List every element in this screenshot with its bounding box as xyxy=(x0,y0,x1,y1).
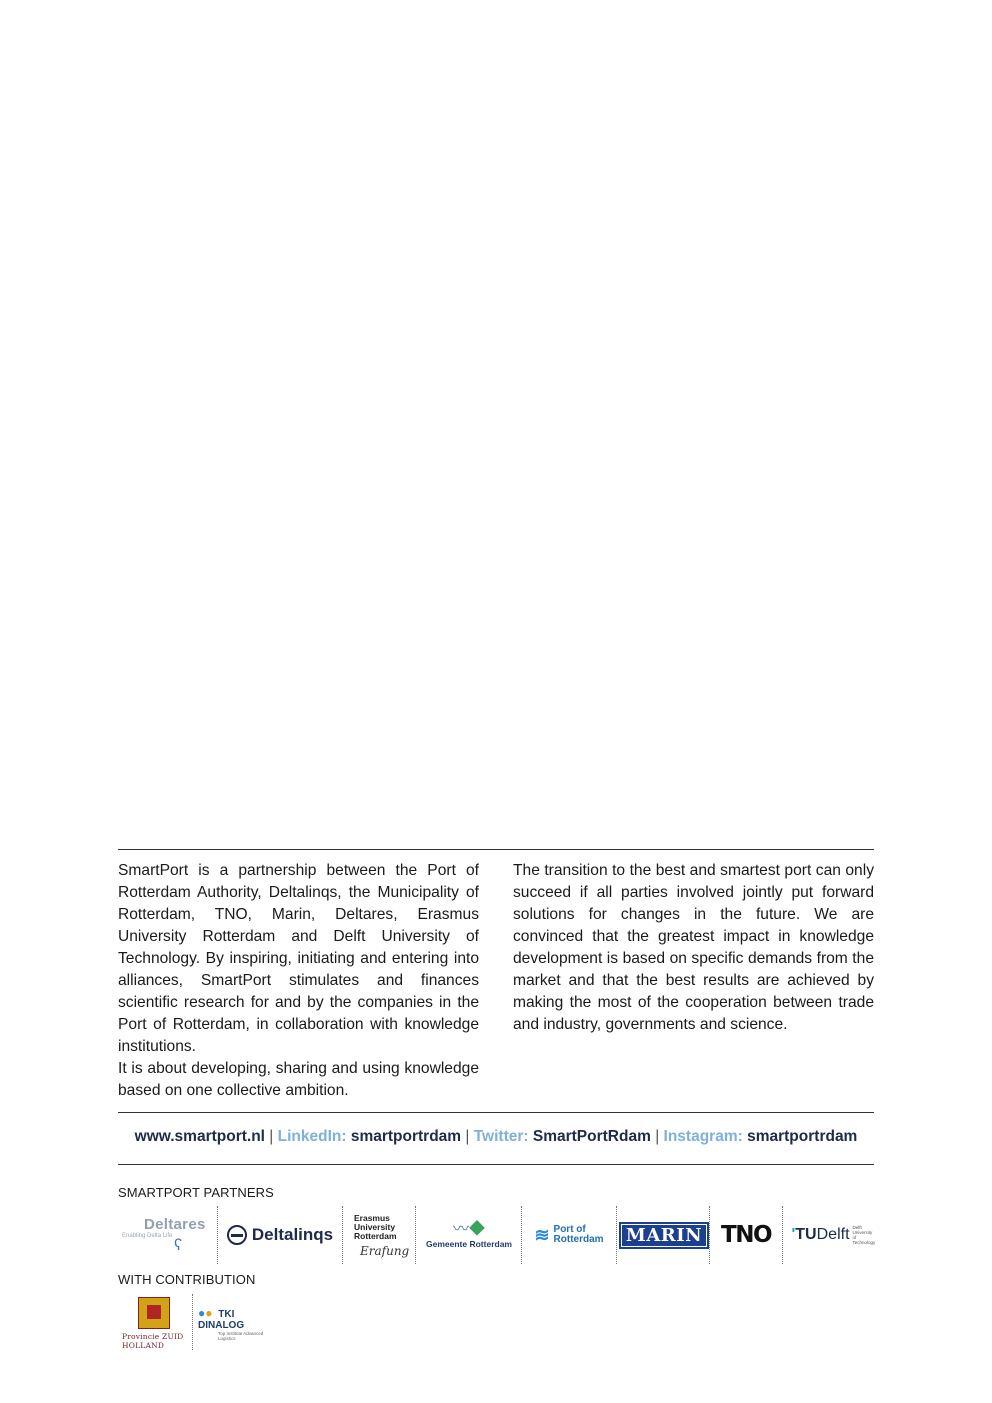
about-right-column xyxy=(513,860,874,1036)
tno-logo: TNO xyxy=(721,1222,771,1248)
port-waves-icon: ≋ xyxy=(534,1225,550,1245)
deltalinqs-circle-icon xyxy=(227,1225,247,1245)
erasmus-logo xyxy=(354,1206,414,1264)
marin-logo: MARIN xyxy=(619,1222,709,1249)
zuid-holland-name: Provincie ZUID HOLLAND xyxy=(122,1331,184,1350)
gemeente-rotterdam-logo xyxy=(418,1206,520,1264)
tudelft-tu: ʹTU xyxy=(791,1226,817,1243)
instagram-link[interactable]: smartportrdam xyxy=(747,1128,858,1145)
logo-divider xyxy=(709,1206,710,1264)
contribution-logo-row xyxy=(118,1294,318,1350)
partners-logo-row xyxy=(118,1206,888,1264)
tki-dots-icon: ●● xyxy=(198,1305,213,1320)
tudelft-logo xyxy=(786,1206,880,1264)
tki-dinalog-logo xyxy=(198,1294,282,1352)
logo-divider xyxy=(342,1206,343,1264)
zuid-holland-crest-icon xyxy=(138,1297,170,1329)
tudelft-small-text: Delft University of Technology xyxy=(852,1225,876,1245)
contribution-heading: WITH CONTRIBUTION xyxy=(118,1272,256,1287)
logo-divider xyxy=(521,1206,522,1264)
linkedin-label: LinkedIn: xyxy=(277,1128,347,1145)
links-bottom-divider xyxy=(118,1164,874,1165)
logo-divider xyxy=(616,1206,617,1264)
logo-divider xyxy=(217,1206,218,1264)
port-of-rotterdam-logo xyxy=(524,1206,614,1264)
links-top-divider xyxy=(118,1112,874,1113)
erasmus-line-1: Erasmus xyxy=(354,1213,390,1223)
about-paragraph-1: SmartPort is a partnership between the Port of Rotterdam Authority, Deltalinqs, the Municipality of Rotterdam, TNO, Marin, Deltares, Erasmus University Rotterdam and Delft University of Technology. By inspiring, initiating and entering into alliances, SmartPort stimulates and finances scientific research for and by the companies in the Port of Rotterdam, in collaboration with knowledge institutions. xyxy=(118,862,479,1055)
tu-flame-icon: ʹ xyxy=(791,1226,796,1243)
instagram-label: Instagram: xyxy=(663,1128,743,1145)
about-paragraph-2: It is about developing, sharing and using knowledge based on one collective ambition. xyxy=(118,1060,479,1099)
marin-logo-cell xyxy=(619,1206,709,1264)
deltalinqs-logo xyxy=(220,1206,340,1264)
linkedin-link[interactable]: smartportrdam xyxy=(350,1128,462,1145)
logo-divider xyxy=(415,1206,416,1264)
twitter-link[interactable]: SmartPortRdam xyxy=(532,1128,651,1145)
separator: | xyxy=(655,1128,660,1145)
twitter-label: Twitter: xyxy=(473,1128,529,1145)
about-paragraph-3: The transition to the best and smartest port can only succeed if all parties involved jointly put forward solutions for changes in the future. We are convinced that the greatest impact in knowledge development is based on specific demands from the market and that the best results are achieved by making the most of the cooperation between trade and industry, governments and science. xyxy=(513,862,874,1033)
about-left-column xyxy=(118,860,479,1102)
erasmus-line-2: University xyxy=(354,1222,396,1232)
zuid-holland-logo xyxy=(122,1294,186,1352)
logo-divider xyxy=(782,1206,783,1264)
tno-logo-cell xyxy=(712,1206,780,1264)
gemeente-name: Gemeente Rotterdam xyxy=(426,1239,512,1249)
tki-name: TKI DINALOG xyxy=(198,1308,245,1331)
separator: | xyxy=(269,1128,274,1145)
tki-small-text: Top Institute Advanced Logistics xyxy=(218,1330,264,1341)
partners-heading: SMARTPORT PARTNERS xyxy=(118,1185,274,1200)
erasmus-line-3: Rotterdam xyxy=(354,1231,397,1241)
deltares-name: Deltares xyxy=(144,1215,206,1233)
logo-divider xyxy=(192,1294,193,1350)
tudelft-delft: Delft xyxy=(816,1226,850,1243)
deltares-tagline: Enabling Delta Life xyxy=(122,1232,173,1239)
deltalinqs-name: Deltalinqs xyxy=(251,1225,334,1244)
port-line-2: Rotterdam xyxy=(553,1234,604,1245)
website-link[interactable]: www.smartport.nl xyxy=(134,1128,265,1145)
top-divider xyxy=(118,849,874,850)
erasmus-signature: Erafung xyxy=(360,1244,410,1258)
gemeente-bird-icon: 〰◆ xyxy=(452,1221,486,1238)
port-line-1: Port of xyxy=(553,1224,586,1235)
separator: | xyxy=(465,1128,470,1145)
deltares-mark-icon: ʕ xyxy=(174,1236,182,1254)
contact-links xyxy=(118,1128,874,1146)
deltares-logo xyxy=(118,1206,214,1264)
